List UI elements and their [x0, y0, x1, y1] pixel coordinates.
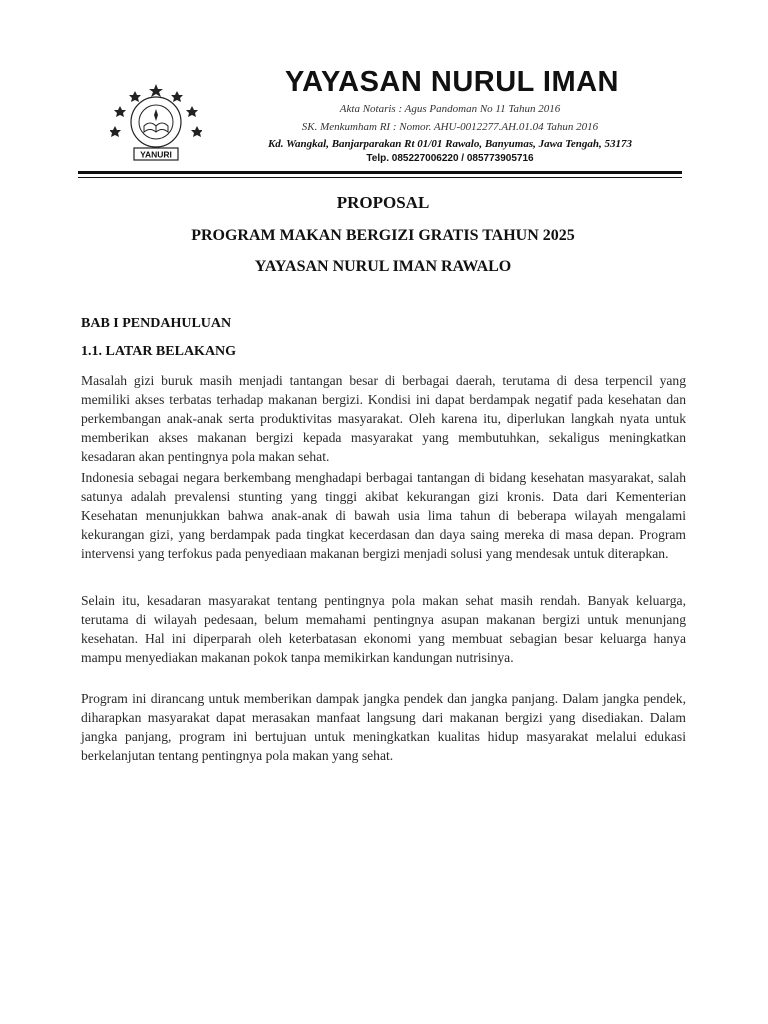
document-title: PROPOSAL — [336, 193, 430, 212]
ministry-decree-line: SK. Menkumham RI : Nomor. AHU-0012277.AH.01.04 Tahun 2016 — [301, 121, 599, 133]
section-heading: 1.1. LATAR BELAKANG — [81, 344, 237, 359]
body-paragraph: Selain itu, kesadaran masyarakat tentang pentingnya pola makan sehat masih rendah. Banyak keluarga, terutama di wilayah pedesaan, belum memahami pentingnya asupan makanan bergizi untuk menunjang kesehatan. Hal ini diperparah oleh keterbatasan ekonomi yang membuat sebagian besar keluarga hanya mampu menyediakan makanan pokok tanpa memikirkan kandungan nutrisinya. — [81, 593, 686, 665]
foundation-logo — [110, 82, 202, 166]
body-paragraph: Indonesia sebagai negara berkembang menghadapi berbagai tantangan di bidang kesehatan masyarakat, salah satunya adalah prevalensi stunting yang tinggi akibat kekurangan gizi kronis. Data dari Kementerian Kesehatan menunjukkan bahwa anak-anak di bawah usia lima tahun di beberapa wilayah mengalami kekurangan gizi, yang berdampak pada tingkat kecerdasan dan daya saing mereka di masa depan. Program intervensi yang terfokus pada penyediaan makanan bergizi menjadi solusi yang mendesak untuk diterapkan. — [81, 470, 686, 561]
program-title: PROGRAM MAKAN BERGIZI GRATIS TAHUN 2025 — [191, 227, 575, 244]
body-paragraph: Masalah gizi buruk masih menjadi tantangan besar di berbagai daerah, terutama di desa terpencil yang memiliki akses terbatas terhadap makanan bergizi. Kondisi ini dapat berdampak negatif pada kesehatan dan perkembangan anak-anak serta produktivitas masyarakat. Oleh karena itu, diperlukan langkah nyata untuk memberikan akses makanan bergizi kepada masyarakat yang membutuhkan, sekaligus meningkatkan kesadaran akan pentingnya pola makan sehat. — [81, 373, 686, 464]
letterhead-divider-thick — [78, 171, 682, 174]
letterhead-divider-thin — [78, 177, 682, 178]
organization-subtitle: YAYASAN NURUL IMAN RAWALO — [254, 258, 512, 275]
address-line: Kd. Wangkal, Banjarparakan Rt 01/01 Rawalo, Banyumas, Jawa Tengah, 53173 — [267, 138, 633, 150]
body-paragraph: Program ini dirancang untuk memberikan dampak jangka pendek dan jangka panjang. Dalam jangka pendek, diharapkan masyarakat dapat merasakan manfaat langsung dari makanan bergizi yang disediakan. Dalam jangka panjang, program ini bertujuan untuk meningkatkan kualitas hidup masyarakat melalui edukasi berkelanjutan tentang pentingnya pola makan yang sehat. — [81, 691, 686, 763]
chapter-heading: BAB I PENDAHULUAN — [81, 316, 232, 331]
logo-label: YANURI — [140, 149, 172, 160]
organization-name: YAYASAN NURUL IMAN — [285, 66, 619, 98]
phone-line: Telp. 085227006220 / 085773905716 — [366, 153, 534, 164]
notary-deed-line: Akta Notaris : Agus Pandoman No 11 Tahun 2016 — [339, 103, 561, 115]
